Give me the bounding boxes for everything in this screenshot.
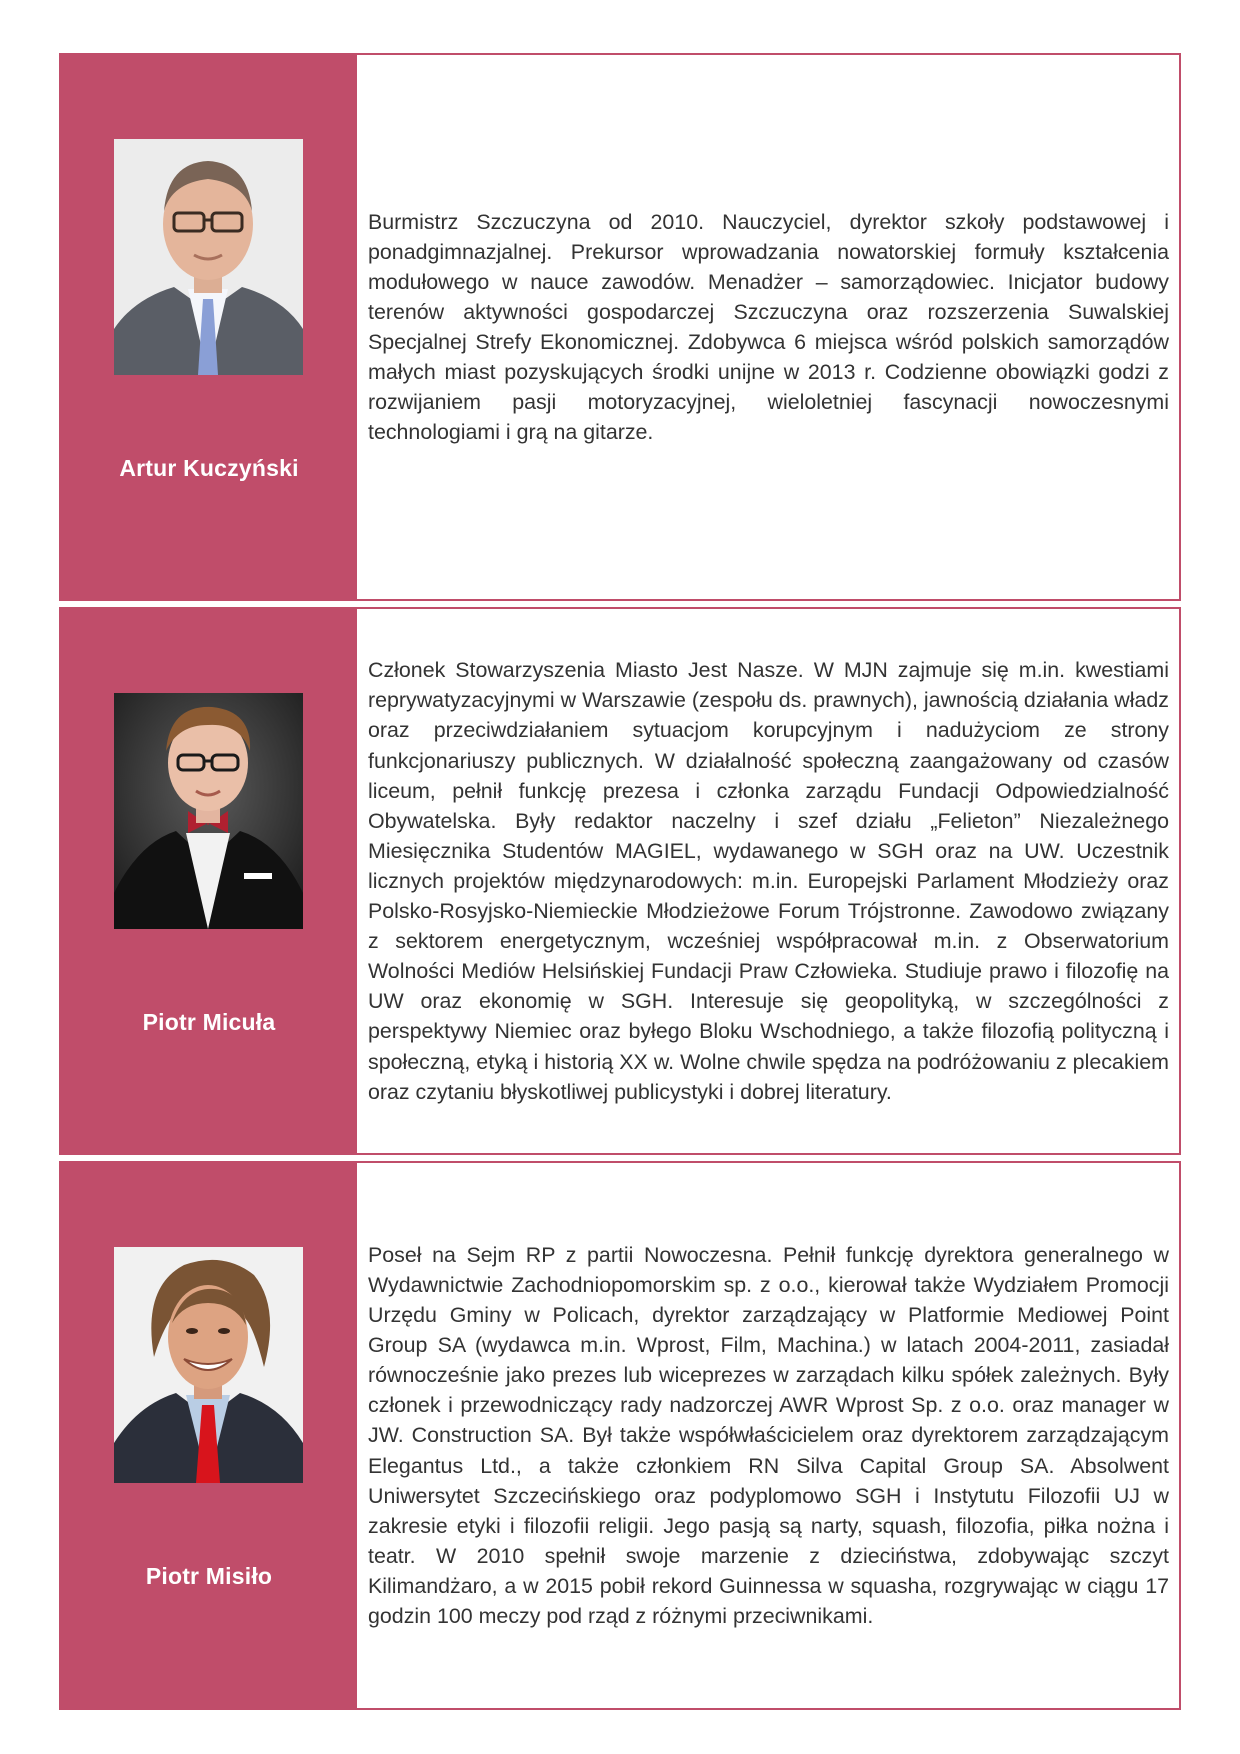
- bio-panel: [357, 55, 1179, 599]
- portrait-photo: [114, 1247, 303, 1483]
- profile-card: [59, 1161, 1181, 1710]
- bio-panel: [357, 609, 1179, 1153]
- person-bio: Członek Stowarzyszenia Miasto Jest Nasze. W MJN zajmuje się m.in. kwestiami reprywatyzacyjnymi w Warszawie (zespołu ds. prawnych), jawnością działania władz oraz przeciwdziałaniem sytuacjom korupcyjnym i nadużyciom ze strony funkcjonariuszy publicznych. W działalność społeczną zaangażowany od czasów liceum, pełnił funkcję prezesa i członka zarządu Fundacji Odpowiedzialność Obywatelska. Były redaktor naczelny i szef działu „Felieton” Niezależnego Miesięcznika Studentów MAGIEL, wydawanego w SGH oraz na UW. Uczestnik licznych projektów międzynarodowych: m.in. Europejski Parlament Młodzieży oraz Polsko-Rosyjsko-Niemieckie Młodzieżowe Forum Trójstronne. Zawodowo związany z sektorem energetycznym, wcześniej współpracował m.in. z Obserwatorium Wolności Mediów Helsińskiej Fundacji Praw Człowieka. Studiuje prawo i filozofię na UW oraz ekonomię w SGH. Interesuje się geopolityką, w szczególności z perspektywy Niemiec oraz byłego Bloku Wschodniego, a także filozofią polityczną i społeczną, etyką i historią XX w. Wolne chwile spędza na podróżowaniu z plecakiem oraz czytaniu błyskotliwej publicystyki i dobrej literatury.: [368, 658, 1169, 1104]
- profile-sidebar: [61, 1163, 357, 1708]
- profile-sidebar: [61, 609, 357, 1153]
- bio-panel: [357, 1163, 1179, 1708]
- profile-sidebar: [61, 55, 357, 599]
- person-bio: Burmistrz Szczuczyna od 2010. Nauczyciel, dyrektor szkoły podstawowej i ponadgimnazjalnej. Prekursor wprowadzania nowatorskiej formuły kształcenia modułowego w nauce zawodów. Menadżer – samorządowiec. Inicjator budowy terenów aktywności gospodarczej Szczuczyna oraz rozszerzenia Suwalskiej Specjalnej Strefy Ekonomicznej. Zdobywca 6 miejsca wśród polskich samorządów małych miast pozyskujących środki unijne w 2013 r. Codzienne obowiązki godzi z rozwijaniem pasji motoryzacyjnej, wieloletniej fascynacji nowoczesnymi technologiami i grą na gitarze.: [368, 209, 1169, 445]
- person-name: Artur Kuczyński: [119, 455, 299, 481]
- portrait-photo: [114, 139, 303, 375]
- profile-card: [59, 607, 1181, 1155]
- person-name: Piotr Misiło: [145, 1563, 273, 1589]
- portrait-photo: [114, 693, 303, 929]
- profile-card: [59, 53, 1181, 601]
- person-bio: Poseł na Sejm RP z partii Nowoczesna. Pełnił funkcję dyrektora generalnego w Wydawnictwie Zachodniopomorskim sp. z o.o., kierował także Wydziałem Promocji Urzędu Gminy w Policach, dyrektor zarządzający w Platformie Mediowej Point Group SA (wydawca m.in. Wprost, Film, Machina.) w latach 2004-2011, zasiadał równocześnie jako prezes lub wiceprezes w zarządach kilku spółek zależnych. Były członek i przewodniczący rady nadzorczej AWR Wprost Sp. z o.o. oraz manager w JW. Construction SA. Był także współwłaścicielem oraz dyrektorem zarządzającym Elegantus Ltd., a także członkiem RN Silva Capital Group SA. Absolwent Uniwersytet Szczecińskiego oraz podyplomowo SGH i Instytutu Filozofii UJ w zakresie etyki i filozofii religii. Jego pasją są narty, squash, filozofia, piłka nożna i teatr. W 2010 spełnił swoje marzenie z dzieciństwa, zdobywając szczyt Kilimandżaro, a w 2015 pobił rekord Guinnessa w squasha, rozgrywając w ciągu 17 godzin 100 meczy pod rząd z różnymi przeciwnikami.: [368, 1242, 1169, 1629]
- person-name: Piotr Micuła: [142, 1009, 276, 1035]
